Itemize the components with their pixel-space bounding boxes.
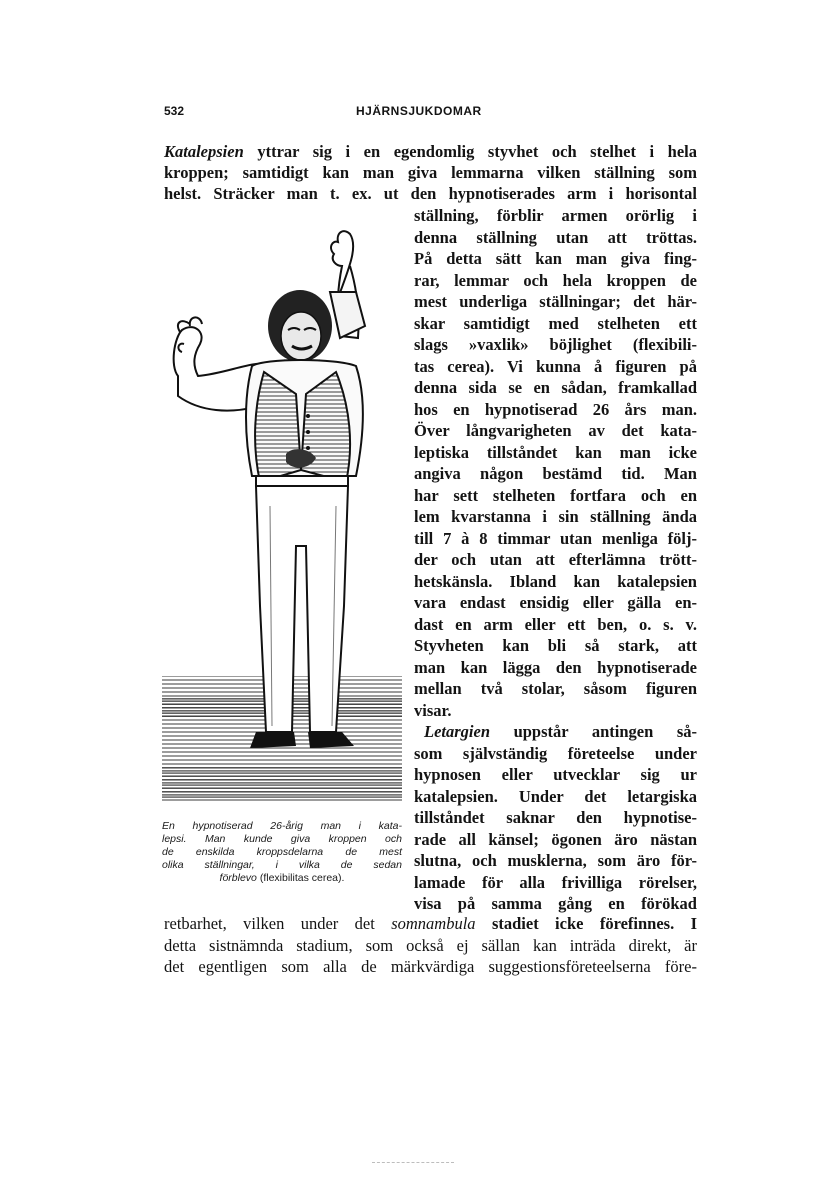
col-line-2: denna ställning utan att tröttas. (414, 228, 697, 247)
term-somnambula: somnambula (391, 914, 476, 933)
para2-line-10 (164, 914, 697, 934)
col-line-16: till 7 à 8 timmar utan menliga följ- (414, 529, 697, 548)
para1-line-3: helst. Sträcker man t. ex. ut den hypnotiserades arm i horisontal (164, 184, 697, 203)
caption-line-4: olika ställningar, i vilka de sedan (162, 859, 402, 871)
para1-line-1 (164, 142, 697, 162)
col-line-15: lem kvarstanna i sin ställning ända (414, 507, 697, 526)
col-line-8: tas cerea). Vi kunna å figuren på (414, 357, 697, 376)
col-line-23: mellan två stolar, såsom figuren (414, 679, 697, 698)
col-line-9: denna sida se en sådan, framkallad (414, 378, 697, 397)
figure-illustration (160, 226, 404, 816)
col-line-10: hos en hypnotiserad 26 års man. (414, 400, 697, 419)
col-line-7: slags »vaxlik» böjlighet (flexibili- (414, 335, 697, 354)
running-title: HJÄRNSJUKDOMAR (356, 104, 482, 118)
para2-line-10-pre: retbarhet, vilken under det (164, 914, 375, 933)
col-line-12: leptiska tillståndet kan man icke (414, 443, 697, 462)
para1-line-1-rest: yttrar sig i en egendomlig styvhet och stelhet i hela (257, 142, 698, 161)
para1-line-2: kroppen; samtidigt kan man giva lemmarna vilken ställning som (164, 163, 697, 182)
para2-line-12: det egentligen som alla de märkvärdiga suggestionsföreteelserna före- (164, 957, 697, 976)
figure-caption (162, 820, 402, 885)
para2-line-8: lamade för alla frivilliga rörelser, (414, 873, 697, 892)
col-line-14: har sett stelheten fortfara och en (414, 486, 697, 505)
para2-line-11: detta sistnämnda stadium, som också ej sällan kan inträda direkt, är (164, 936, 697, 955)
para2-line-10-post: stadiet icke förefinnes. I (491, 914, 698, 933)
page-number: 532 (164, 104, 185, 118)
caption-line-3: de enskilda kroppsdelarna de mest (162, 846, 402, 858)
col-line-13: angiva någon bestämd tid. Man (414, 464, 697, 483)
caption-line-2: lepsi. Man kunde giva kroppen och (162, 833, 402, 845)
para2-line-1 (424, 722, 697, 742)
col-line-5: mest underliga ställningar; det här- (414, 292, 697, 311)
figure-cataleptic-man (160, 226, 404, 816)
col-line-19: vara endast ensidig eller gälla en- (414, 593, 697, 612)
col-line-17: der och utan att efterlämna trött- (414, 550, 697, 569)
para2-line-9: visa på samma gång en förökad (414, 894, 697, 913)
caption-line-5 (162, 872, 402, 885)
col-line-1: ställning, förblir armen orörlig i (414, 206, 697, 225)
term-katalepsien: Katalepsien (164, 142, 244, 161)
col-line-21: Styvheten kan bli så stark, att (414, 636, 697, 655)
para2-line-3: hypnosen eller utvecklar sig ur (414, 765, 697, 784)
col-line-24: visar. (414, 701, 452, 720)
para2-line-7: slutna, och musklerna, som äro för- (414, 851, 697, 870)
caption-last-pre: förblevo (219, 872, 257, 884)
para2-line-5: tillståndet saknar den hypnotise- (414, 808, 697, 827)
col-line-3: På detta sätt kan man giva fing- (414, 249, 697, 268)
para2-line-6: rade all känsel; ögonen äro nästan (414, 830, 697, 849)
col-line-11: Över långvarigheten av det kata- (414, 421, 697, 440)
caption-last-paren: (flexibilitas cerea). (259, 872, 345, 884)
col-line-22: man kan lägga den hypnotiserade (414, 658, 697, 677)
para2-line-1-rest: uppstår antingen så- (513, 722, 697, 741)
col-line-20: dast en arm eller ett ben, o. s. v. (414, 615, 697, 634)
col-line-6: skar samtidigt med stelheten ett (414, 314, 697, 333)
caption-line-1: En hypnotiserad 26-årig man i kata- (162, 820, 402, 832)
footer-rule (372, 1162, 454, 1164)
para2-line-4: katalepsien. Under det letargiska (414, 787, 697, 806)
col-line-4: rar, lemmar och hela kroppen de (414, 271, 697, 290)
col-line-18: hetskänsla. Ibland kan katalepsien (414, 572, 697, 591)
para2-line-2: som självständig företeelse under (414, 744, 697, 763)
term-letargien: Letargien (424, 722, 490, 741)
